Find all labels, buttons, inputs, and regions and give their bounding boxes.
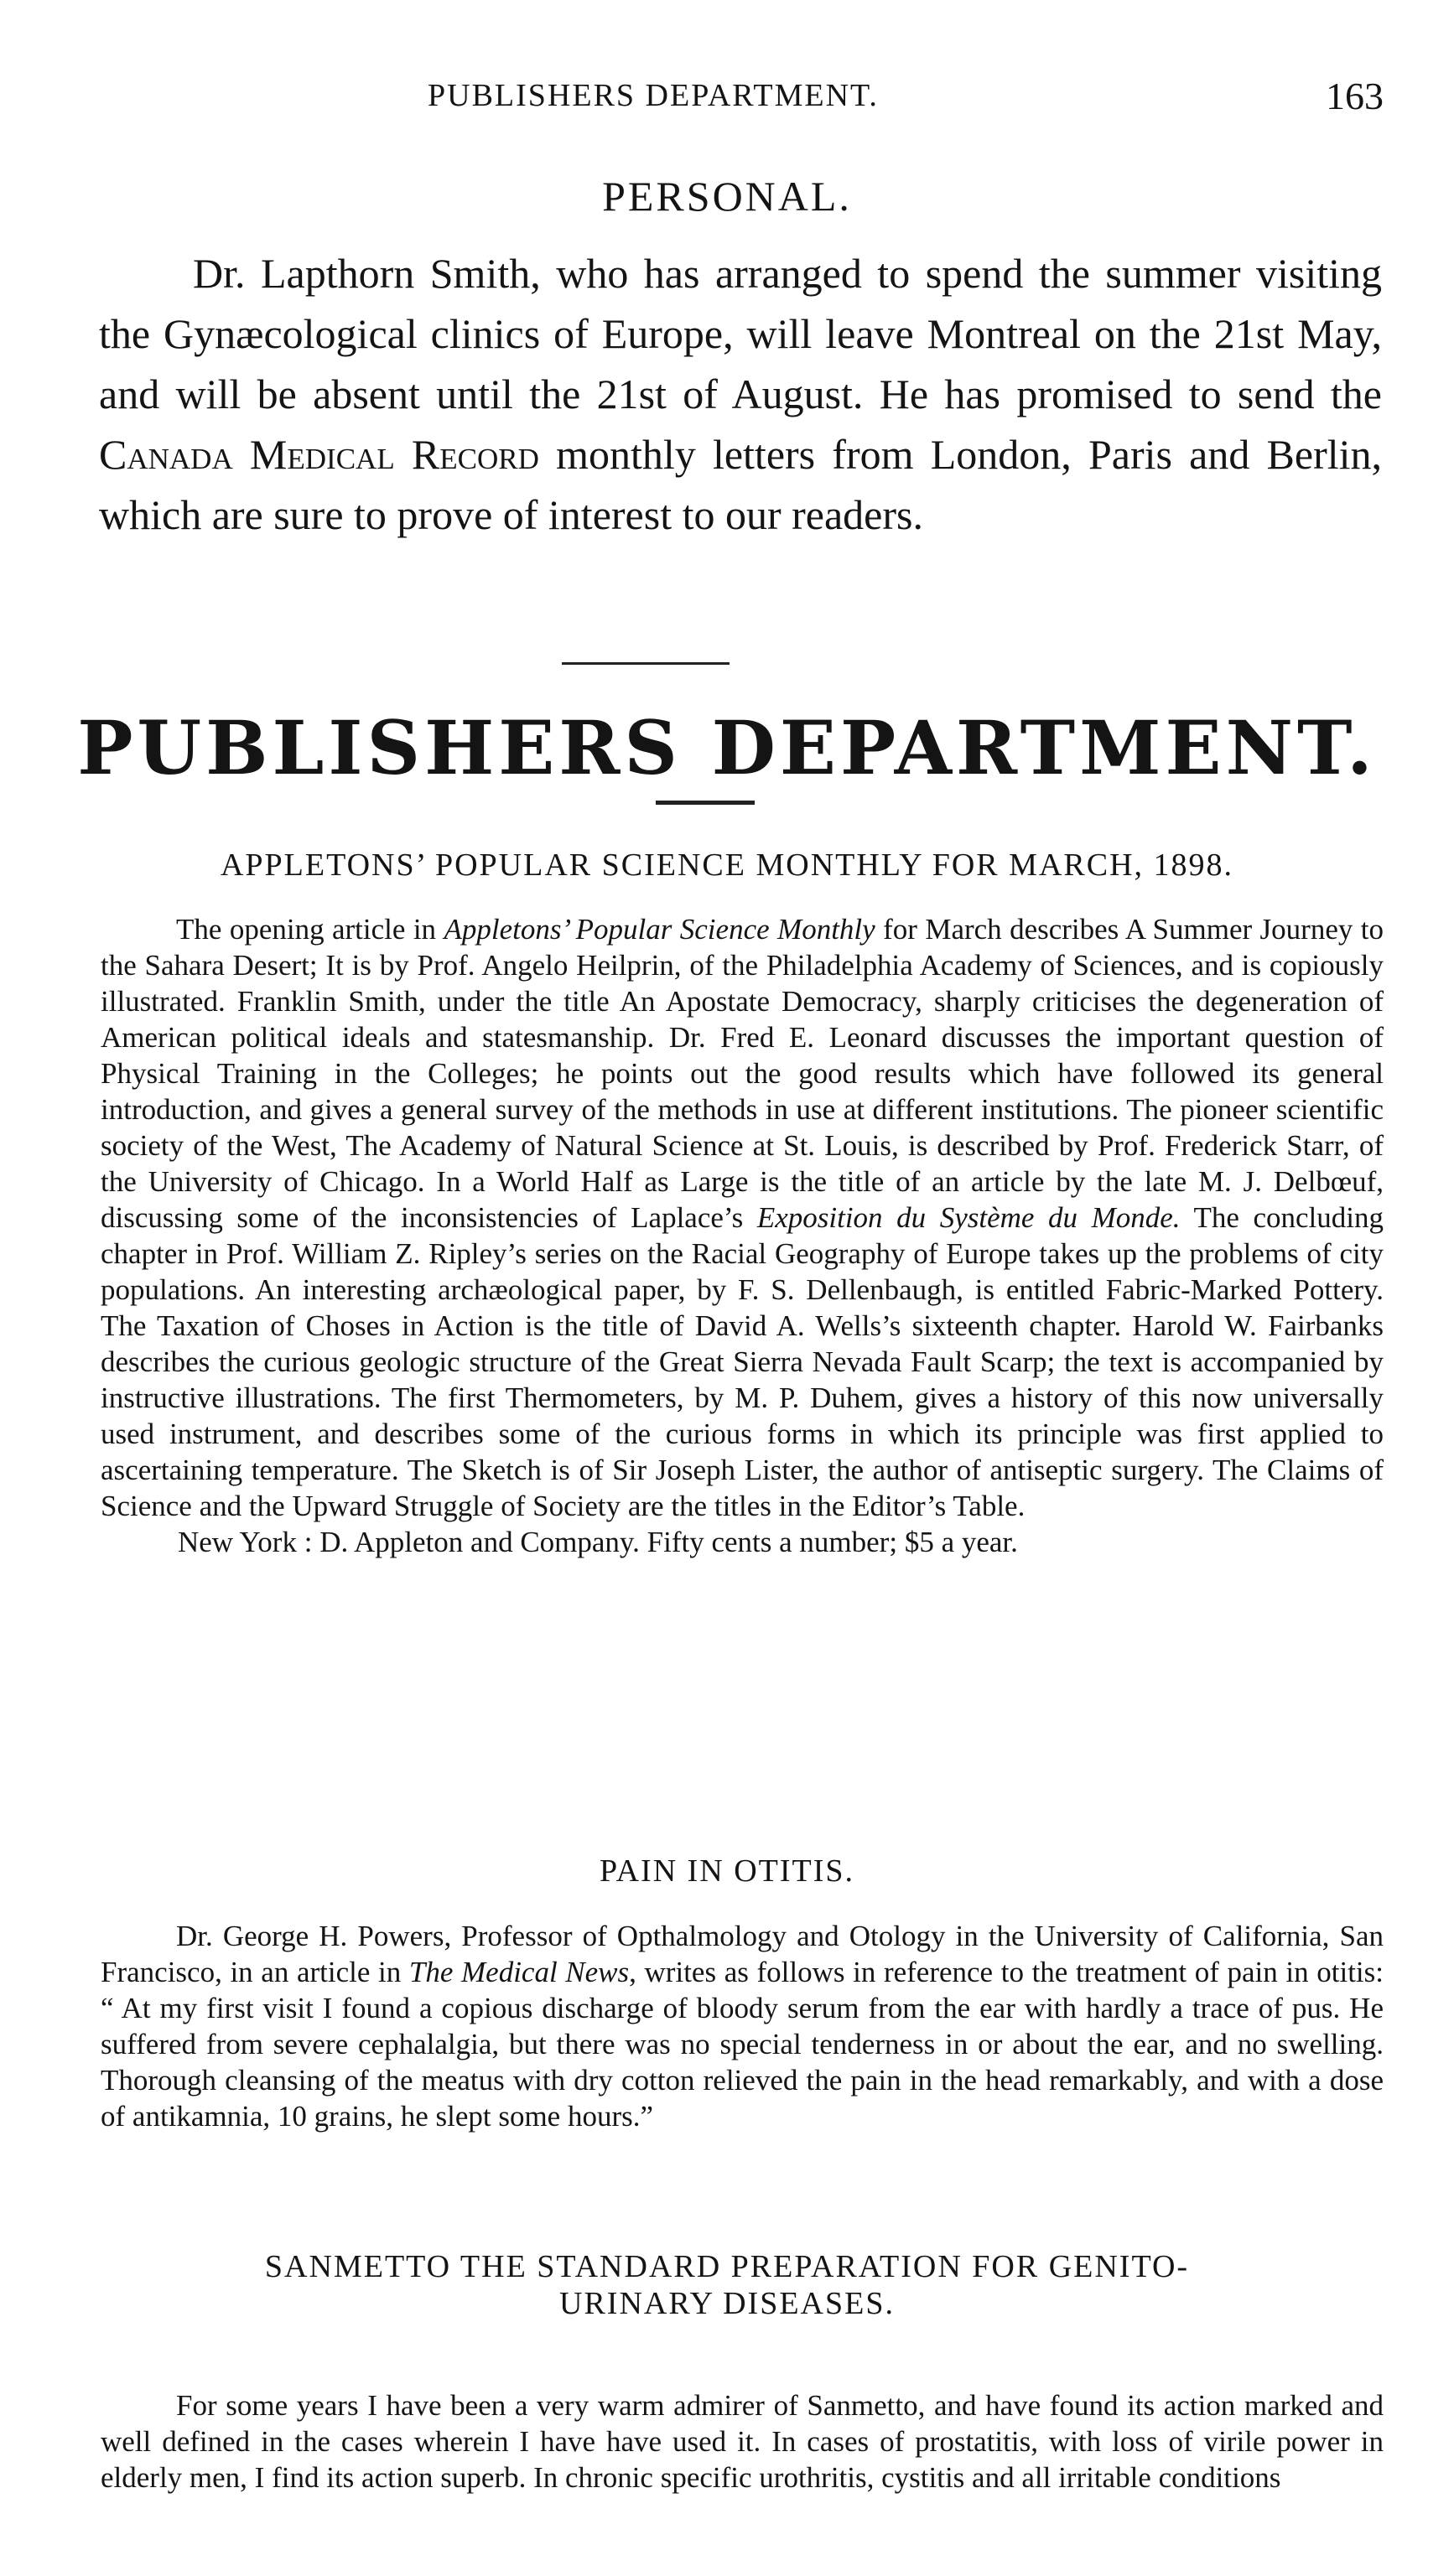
page-number: 163 [1326,75,1384,117]
department-heading: PUBLISHERS DEPARTMENT. [77,704,1377,791]
appletons-text-a: The opening article in [176,913,444,946]
personal-paragraph [99,243,1382,545]
running-head [101,74,1384,124]
otitis-paragraph [101,1918,1384,2134]
sanmetto-title [0,2248,1454,2322]
publisher-line: New York : D. Appleton and Company. Fifty cents a number; $5 a year. [178,1526,1018,1558]
sanmetto-title-line-2: URINARY DISEASES. [559,2286,895,2321]
running-title: PUBLISHERS DEPARTMENT. [428,78,879,113]
appletons-paragraph [101,911,1384,1524]
sanmetto-title-line-1: SANMETTO THE STANDARD PREPARATION FOR GENITO- [264,2249,1190,2284]
appletons-text-c: The concluding chapter in Prof. William Z. Ripley’s series on the Racial Geography of Europe takes up the problems of city populations. An interesting archæological paper, by F. S. Dellenbaugh, is entitled Fabric-Marked Pottery. The Taxation of Choses in Action is the title of David A. Wells’s sixteenth chapter. Harold W. Fairbanks describes the curious geologic structure of the Great Sierra Nevada Fault Scarp; the text is accompanied by instructive illustrations. The first Thermometers, by M. P. Duhem, gives a history of this now universally used instrument, and describes some of the curious forms in which its principle was first applied to ascertaining temperature. The Sketch is of Sir Joseph Lister, the author of antiseptic surgery. The Claims of Science and the Upward Struggle of Society are the titles in the Editor’s Table. [101,1201,1384,1522]
otitis-article [101,1918,1384,2134]
appletons-article [101,911,1384,1560]
otitis-text-a: Dr. George H. Powers, Professor of Opthalmology and Otology in the University of California, San Francisco, in an article in [101,1920,1384,1988]
work-title: Exposition du Système du Monde. [756,1201,1181,1234]
otitis-title: PAIN IN OTITIS. [599,1853,855,1889]
journal-name: Canada Medical Record [99,431,539,478]
sanmetto-paragraph: For some years I have been a very warm admirer of Sanmetto, and have found its action marked and well defined in the cases wherein I have have used it. In cases of prostatitis, with loss of virile power in elderly men, I find its action superb. In chronic specific urothritis, cystitis and all irritable conditions [101,2389,1384,2494]
personal-heading: PERSONAL. [602,173,852,220]
personal-text-a: Dr. Lapthorn Smith, who has arranged to spend the summer visiting the Gynæcological clinics of Europe, will leave Montreal on the 21st May, and will be absent until the 21st of August. He has promised to send the [99,250,1382,417]
appletons-title: APPLETONS’ POPULAR SCIENCE MONTHLY FOR MARCH, 1898. [220,847,1234,883]
heading-underline [656,801,755,805]
appletons-text-b: for March describes A Summer Journey to the Sahara Desert; It is by Prof. Angelo Heilprin, of the Philadelphia Academy of Sciences, and is copiously illustrated. Franklin Smith, under the title An Apostate Democracy, sharply criticises the degeneration of American political ideals and statesmanship. Dr. Fred E. Leonard discusses the important question of Physical Training in the Colleges; he points out the good results which have followed its general introduction, and gives a general survey of the methods in use at different institutions. The pioneer scientific society of the West, The Academy of Natural Science at St. Louis, is described by Prof. Frederick Starr, of the University of Chicago. In a World Half as Large is the title of an article by the late M. J. Delbœuf, discussing some of the inconsistencies of Laplace’s [101,913,1384,1234]
personal-notice [99,243,1382,545]
magazine-name: Appletons’ Popular Science Monthly [444,913,875,946]
section-divider [562,662,730,665]
personal-text-b: monthly letters from London, Paris and Berlin, which are sure to prove of interest to our readers. [99,431,1383,538]
journal-title: The Medical News [408,1956,630,1988]
sanmetto-article [101,2387,1384,2496]
otitis-text-b: , writes as follows in reference to the treatment of pain in otitis: “ At my first visit I found a copious discharge of bloody serum from the ear with hardly a trace of pus. He suffered from severe cephalalgia, but there was no special tenderness in or about the ear, and no swelling. Thorough cleansing of the meatus with dry cotton relieved the pain in the head remarkably, and with a dose of antikamnia, 10 grains, he slept some hours.” [101,1956,1384,2133]
